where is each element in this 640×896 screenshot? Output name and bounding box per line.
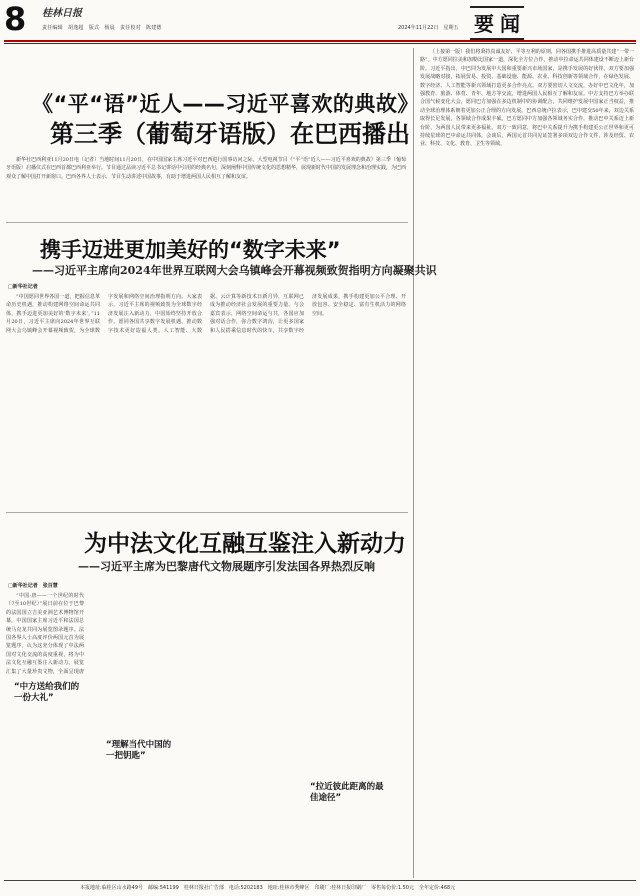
article3-byline: □新华社记者 张百慧 bbox=[8, 583, 58, 589]
footer-info: 本报地址:临桂区山水路49号 邮编:541199 桂林日报社广告部 电话:5202183 地址:桂林市秀峰区 印刷厂:桂林日报印刷厂 零售每份价:1.50元 全年定价:468元 bbox=[80, 885, 456, 891]
article3-subhead-1: “中方送给我们的一份大礼” bbox=[14, 682, 80, 703]
column-divider bbox=[413, 48, 414, 878]
article3-subtitle: ——习近平主席为巴黎唐代文物展题序引发法国各界热烈反响 bbox=[78, 560, 375, 573]
article-divider bbox=[6, 512, 408, 513]
article3-title: 为中法文化互融互鉴注入新动力 bbox=[84, 531, 406, 557]
section-title: 要闻 bbox=[474, 12, 526, 36]
article2-text: “中国愿同世界各国一道，把握信息革命历史机遇，推动构建网络空间命运共同体，携手迈进更加美好的‘数字未来’。”11月20日，习近平主席向2024年世界互联网大会乌镇峰会开幕视频致贺，为全球数字发展和网络空间治理指明方向。大家表示，习近平主席的视频致贺为全球数字经济发展注入新动力，中国始终坚持开放合作，愿同各国共享数字发展机遇，推动数字技术更好造福人类。人工智能、大数据、云计算等新技术日新月异，互联网已成为推动经济社会发展的重要力量。与会嘉宾表示，网络空间命运与共，各国应加强对话合作，弥合数字鸿沟，让更多国家和人民搭乘信息时代的快车，共享数字经济发展成果，携手构建更加公平合理、开放包容、安全稳定、富有生机活力的网络空间。 bbox=[6, 294, 406, 334]
page-header bbox=[0, 0, 640, 44]
issue-date: 2024年11月22日 星期五 bbox=[398, 25, 459, 31]
article3-body bbox=[6, 592, 84, 676]
editor-credits: 责任编辑 胡逸超 版式 杨晨 责任校对 陈建德 bbox=[42, 25, 162, 31]
header-rule bbox=[4, 40, 636, 42]
right-column-body bbox=[420, 48, 634, 874]
article3-subhead-2: “理解当代中国的一把钥匙” bbox=[106, 740, 172, 761]
article-divider bbox=[6, 222, 408, 223]
page-number: 8 bbox=[4, 0, 27, 38]
article1-title-line2: 第三季（葡萄牙语版）在巴西播出 bbox=[50, 120, 410, 148]
article1-text: 新华社巴西利亚11月20日电（记者）当地时间11月20日，在中国国家主席习近平对巴西进行国事访问之际，大型电视节目《“平“语”近人——习近平喜欢的典故》第三季（葡萄牙语版）启播仪式在巴西首都巴西利亚举行。节目通过品读习近平总书记讲话中引用的经典名句，深刻阐释中国传统文化的思想精华，展现新时代中国的发展理念和治理实践，为巴西观众了解中国打开新窗口。巴西各界人士表示，节目生动讲述中国故事，有助于增进两国人民相互了解和友谊。 bbox=[6, 157, 406, 180]
article2-body bbox=[6, 293, 406, 505]
newspaper-name: 桂林日报 bbox=[42, 8, 82, 19]
article1-title-line1: 《“平“语”近人——习近平喜欢的典故》 bbox=[32, 92, 419, 116]
article1-body bbox=[6, 156, 406, 214]
article2-byline: □新华社记者 bbox=[8, 284, 38, 290]
footer-rule bbox=[4, 880, 636, 881]
article3-subhead-3: “拉近彼此距离的最佳途径” bbox=[310, 782, 384, 803]
right-column-text: （上接第一版）我们将秉持真诚友好、平等互利的原则，同各国携手推进高质量共建“一带一路”。中方愿同拉美和加勒比国家一道，深化全方位合作，推动中拉命运共同体建设不断迈上新台阶。习近平指出，中巴同为发展中大国和重要新兴市场国家，是携手发展的好伙伴。双方要加强发展战略对接，拓展贸易、投资、基础设施、能源、农业、科技创新等领域合作，在绿色发展、数字经济、人工智能等新兴领域打造更多合作亮点。双方要密切人文交流，办好中巴文化年，加强教育、旅游、体育、青年、地方等交流，增进两国人民相互了解和友谊。中方支持巴方举办联合国气候变化大会，愿同巴方加强在多边机制中的协调配合，共同维护发展中国家正当权益，推动全球治理体系朝着更加公正合理的方向发展。巴西总统卢拉表示，巴中建交50年来，双边关系取得长足发展，各领域合作成果丰硕。巴方愿同中方加强各领域务实合作，推动巴中关系迈上新台阶，为两国人民带来更多福祉。双方一致同意，将巴中关系提升为携手构建更公正世界和更可持续星球的巴中命运共同体。会谈后，两国元首共同见证签署多项双边合作文件，涉及经贸、农业、科技、文化、教育、卫生等领域。 bbox=[420, 49, 634, 148]
article2-subtitle: ——习近平主席向2024年世界互联网大会乌镇峰会开幕视频致贺指明方向凝聚共识 bbox=[32, 264, 437, 277]
article3-text: “中国·唐——一个世纪的时代（7至10世纪）”展日前在位于巴黎的法国国立吉美亚洲艺术博物馆开幕。中国国家主席习近平和法国总统马克龙共同为展览图录题序。法国各界人士高度评价两国元首为展览题序，认为这充分体现了中法两国对文化交流的高度重视，将为中法文化互融互鉴注入新动力。展览汇集了大量珍贵文物，全面呈现唐 bbox=[6, 593, 84, 675]
article2-title: 携手迈进更加美好的“数字未来” bbox=[40, 238, 341, 262]
header-rule-thin bbox=[4, 43, 636, 44]
